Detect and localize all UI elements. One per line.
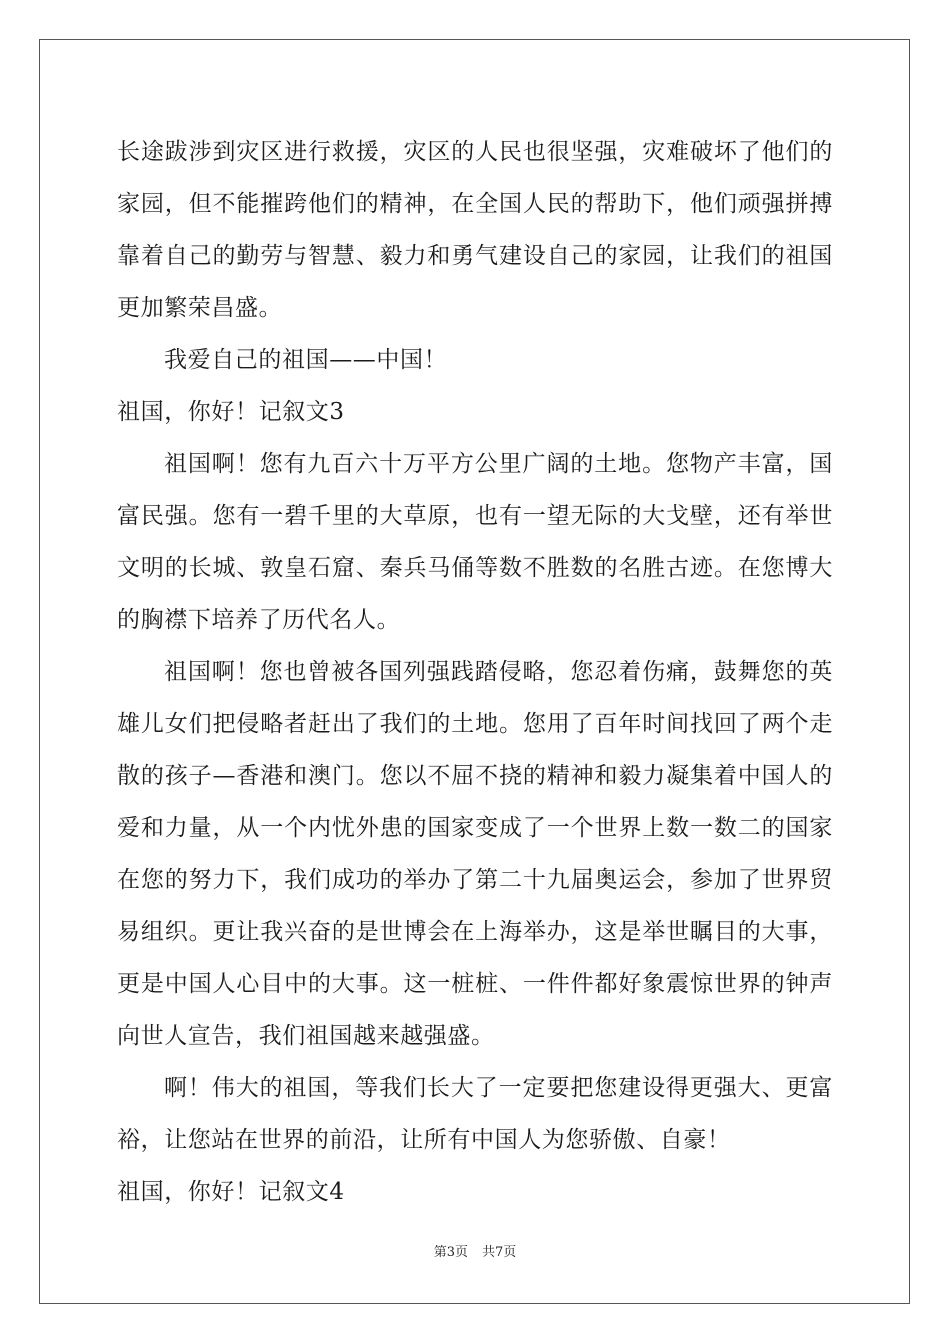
- text-line: 更加繁荣昌盛。: [117, 295, 283, 321]
- text-line: 易组织。更让我兴奋的是世博会在上海举办，这是举世瞩目的大事，: [117, 919, 833, 945]
- text-line: 靠着自己的勤劳与智慧、毅力和勇气建设自己的家园，让我们的祖国: [117, 243, 833, 269]
- text-line: 散的孩子—香港和澳门。您以不屈不挠的精神和毅力凝集着中国人的: [117, 763, 833, 789]
- text-line: 祖国啊！您也曾被各国列强践踏侵略，您忍着伤痛，鼓舞您的英: [164, 659, 833, 685]
- text-line: 文明的长城、敦皇石窟、秦兵马俑等数不胜数的名胜古迹。在您博大: [117, 555, 833, 581]
- text-line: 家园，但不能摧跨他们的精神，在全国人民的帮助下，他们顽强拼搏: [117, 191, 833, 217]
- text-line: 我爱自己的祖国——中国！: [164, 347, 448, 373]
- text-line: 裕，让您站在世界的前沿，让所有中国人为您骄傲、自豪！: [117, 1127, 731, 1153]
- text-line: 祖国啊！您有九百六十万平方公里广阔的土地。您物产丰富，国: [164, 451, 833, 477]
- document-body: [117, 126, 833, 1218]
- text-line: 的胸襟下培养了历代名人。: [117, 607, 401, 633]
- text-line: 在您的努力下，我们成功的举办了第二十九届奥运会，参加了世界贸: [117, 867, 833, 893]
- section-heading: 祖国，你好！记叙文3: [117, 399, 345, 425]
- text-line: 长途跋涉到灾区进行救援，灾区的人民也很坚强，灾难破坏了他们的: [117, 139, 833, 165]
- text-line: 爱和力量，从一个内忧外患的国家变成了一个世界上数一数二的国家: [117, 815, 833, 841]
- page-number: 第3页: [433, 1245, 468, 1260]
- text-line: 向世人宣告，我们祖国越来越强盛。: [117, 1023, 495, 1049]
- section-heading: 祖国，你好！记叙文4: [117, 1179, 345, 1205]
- page-total: 共7页: [482, 1245, 517, 1260]
- text-line: 更是中国人心目中的大事。这一桩桩、一件件都好象震惊世界的钟声: [117, 971, 833, 997]
- text-line: 雄儿女们把侵略者赶出了我们的土地。您用了百年时间找回了两个走: [117, 711, 833, 737]
- page-footer: [0, 1244, 950, 1262]
- text-line: 啊！伟大的祖国，等我们长大了一定要把您建设得更强大、更富: [164, 1075, 833, 1101]
- text-line: 富民强。您有一碧千里的大草原，也有一望无际的大戈壁，还有举世: [117, 503, 833, 529]
